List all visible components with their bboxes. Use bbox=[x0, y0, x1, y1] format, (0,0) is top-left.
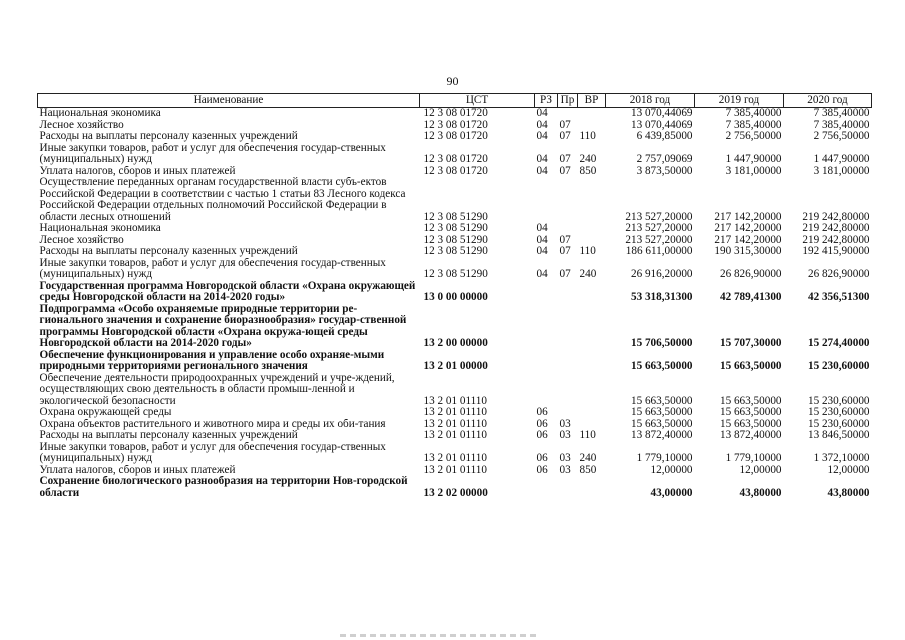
cell-y2019: 7 385,40000 bbox=[725, 107, 782, 119]
cell-y2018: 43,00000 bbox=[650, 486, 693, 499]
cell-cst: 12 3 08 51290 bbox=[423, 223, 488, 234]
cell-rz bbox=[535, 350, 558, 373]
column-header-2018: 2018 год bbox=[606, 94, 695, 108]
cell-y2020: 219 242,80000 bbox=[802, 223, 870, 234]
cell-y2018: 1 779,10000 bbox=[636, 452, 693, 464]
cell-name: Лесное хозяйство bbox=[39, 234, 124, 246]
cell-name: Государственная программа Новгородской области «Охрана окружающей среды Новгородской области на 2014-2020 годы» bbox=[39, 280, 416, 303]
cell-y2020: 42 356,51300 bbox=[807, 291, 870, 303]
cell-cst: 13 2 01 01110 bbox=[423, 394, 487, 407]
cell-cst: 12 3 08 01720 bbox=[423, 119, 488, 131]
cell-pr bbox=[558, 223, 578, 235]
cell-name: Национальная экономика bbox=[39, 223, 161, 234]
cell-rz: 04 bbox=[536, 223, 548, 234]
cell-y2018: 15 663,50000 bbox=[630, 394, 693, 407]
cell-vr: 240 bbox=[579, 268, 597, 280]
cell-y2018: 6 439,85000 bbox=[636, 131, 693, 142]
cell-rz: 04 bbox=[536, 153, 548, 165]
cell-cst: 12 3 08 01720 bbox=[423, 153, 488, 165]
cell-vr bbox=[578, 235, 606, 247]
cell-y2018: 2 757,09069 bbox=[636, 153, 693, 165]
table-row bbox=[38, 442, 872, 465]
cell-pr bbox=[558, 407, 578, 419]
table-row bbox=[38, 373, 872, 408]
cell-y2020: 26 826,90000 bbox=[807, 268, 870, 280]
column-header-rz: РЗ bbox=[535, 94, 558, 108]
table-header bbox=[38, 94, 872, 108]
cell-rz: 06 bbox=[536, 464, 548, 476]
table-row bbox=[38, 143, 872, 166]
cell-y2018: 213 527,20000 bbox=[625, 234, 693, 246]
table-row bbox=[38, 419, 872, 431]
column-header-name: Наименование bbox=[38, 94, 420, 108]
page-number: 90 bbox=[446, 74, 459, 88]
cell-name: Иные закупки товаров, работ и услуг для обеспечения государ-ственных (муниципальных) нужд bbox=[39, 142, 386, 165]
table-row bbox=[38, 407, 872, 419]
cell-vr bbox=[578, 419, 606, 431]
column-header-2020: 2020 год bbox=[784, 94, 872, 108]
cell-y2019: 15 663,50000 bbox=[719, 418, 782, 430]
cell-y2019: 12,00000 bbox=[739, 464, 782, 476]
cell-cst: 13 0 00 00000 bbox=[423, 291, 488, 303]
cell-pr: 03 bbox=[559, 464, 571, 476]
cell-y2018: 26 916,20000 bbox=[630, 268, 693, 280]
cell-name: Охрана объектов растительного и животного мира и среды их оби-тания bbox=[39, 418, 386, 430]
cell-cst: 12 3 08 51290 bbox=[423, 210, 488, 223]
cell-y2020: 15 230,60000 bbox=[807, 394, 870, 407]
table-row bbox=[38, 223, 872, 235]
budget-table bbox=[37, 93, 872, 499]
table-row bbox=[38, 177, 872, 223]
cell-rz: 06 bbox=[536, 452, 548, 464]
cell-name: Обеспечение функционирования и управление особо охраняе-мыми природными территориями регионального значения bbox=[39, 349, 385, 372]
cell-rz: 04 bbox=[536, 246, 548, 257]
cell-pr bbox=[558, 304, 578, 350]
cell-cst: 12 3 08 51290 bbox=[423, 246, 488, 257]
cell-y2019: 217 142,20000 bbox=[714, 234, 782, 246]
cell-vr: 850 bbox=[579, 165, 597, 177]
cell-vr bbox=[578, 373, 606, 408]
cell-rz: 06 bbox=[536, 418, 548, 430]
cell-rz: 04 bbox=[536, 119, 548, 131]
cell-y2020: 7 385,40000 bbox=[813, 107, 870, 119]
cell-y2018: 13 070,44069 bbox=[630, 107, 693, 119]
cell-y2019: 15 663,50000 bbox=[719, 407, 782, 418]
cell-y2018: 3 873,50000 bbox=[636, 165, 693, 177]
cell-y2019: 15 663,50000 bbox=[719, 394, 782, 407]
cell-pr bbox=[558, 281, 578, 304]
cell-cst: 13 2 02 00000 bbox=[423, 486, 488, 499]
cell-name: Иные закупки товаров, работ и услуг для обеспечения государ-ственных (муниципальных) нужд bbox=[39, 257, 386, 280]
cell-rz bbox=[535, 476, 558, 499]
cell-name: Осуществление переданных органам государственной власти субъ-ектов Российской Федерации в соответствии с частью 1 статьи 83 Лесного кодекса Российской Федерации отдельных полномочий Российской Федерации в области лесных отношений bbox=[39, 177, 406, 223]
cell-cst: 13 2 01 00000 bbox=[423, 360, 488, 372]
cell-vr: 110 bbox=[579, 430, 596, 441]
cell-vr bbox=[578, 350, 606, 373]
cell-rz: 04 bbox=[536, 107, 548, 119]
cell-y2019: 42 789,41300 bbox=[719, 291, 782, 303]
cell-vr: 110 bbox=[579, 131, 596, 142]
cell-y2019: 190 315,30000 bbox=[714, 246, 782, 257]
cell-y2020: 192 415,90000 bbox=[802, 246, 870, 257]
table-row bbox=[38, 465, 872, 477]
column-header-pr: Пр bbox=[558, 94, 578, 108]
table-row bbox=[38, 120, 872, 132]
cell-y2019: 1 447,90000 bbox=[725, 153, 782, 165]
table-row bbox=[38, 430, 872, 442]
table-row bbox=[38, 281, 872, 304]
table-row bbox=[38, 235, 872, 247]
cell-y2018: 15 663,50000 bbox=[630, 360, 693, 372]
cell-vr: 850 bbox=[579, 464, 597, 476]
cell-cst: 12 3 08 51290 bbox=[423, 234, 488, 246]
cell-y2020: 43,80000 bbox=[827, 486, 870, 499]
cell-y2020: 7 385,40000 bbox=[813, 119, 870, 131]
cell-rz: 06 bbox=[536, 407, 548, 418]
cell-name: Уплата налогов, сборов и иных платежей bbox=[39, 464, 236, 476]
cell-pr bbox=[558, 373, 578, 408]
cell-vr bbox=[578, 407, 606, 419]
cell-pr: 07 bbox=[559, 153, 571, 165]
cell-y2018: 15 663,50000 bbox=[630, 418, 693, 430]
cell-cst: 12 3 08 01720 bbox=[423, 165, 488, 177]
cell-pr bbox=[558, 177, 578, 223]
cell-y2019: 7 385,40000 bbox=[725, 119, 782, 131]
cell-rz bbox=[535, 304, 558, 350]
cell-y2018: 12,00000 bbox=[650, 464, 693, 476]
cell-pr: 07 bbox=[559, 119, 571, 131]
cell-y2019: 15 663,50000 bbox=[719, 360, 782, 372]
cell-cst: 12 3 08 01720 bbox=[423, 107, 488, 119]
cell-name: Обеспечение деятельности природоохранных учреждений и учре-ждений, осуществляющих свою деятельность в области промыш-ленной и экологической безопасности bbox=[39, 372, 395, 407]
cell-y2020: 219 242,80000 bbox=[802, 210, 870, 223]
cell-y2018: 53 318,31300 bbox=[630, 291, 693, 303]
cell-vr bbox=[578, 304, 606, 350]
cell-vr bbox=[578, 120, 606, 132]
cell-y2020: 13 846,50000 bbox=[807, 430, 870, 441]
cell-rz: 04 bbox=[536, 165, 548, 177]
cell-y2020: 12,00000 bbox=[827, 464, 870, 476]
cell-y2020: 3 181,00000 bbox=[813, 165, 870, 177]
cell-rz: 06 bbox=[536, 430, 548, 441]
cell-y2019: 1 779,10000 bbox=[725, 452, 782, 464]
cell-y2020: 219 242,80000 bbox=[802, 234, 870, 246]
cell-vr: 110 bbox=[579, 246, 596, 257]
cell-y2018: 13 070,44069 bbox=[630, 119, 693, 131]
column-header-vr: ВР bbox=[578, 94, 606, 108]
table-row bbox=[38, 166, 872, 178]
cell-name: Уплата налогов, сборов и иных платежей bbox=[39, 165, 236, 177]
cell-y2020: 15 230,60000 bbox=[807, 407, 870, 418]
cell-pr: 07 bbox=[559, 131, 571, 142]
table-row bbox=[38, 350, 872, 373]
column-header-cst: ЦСТ bbox=[420, 94, 535, 108]
cell-y2019: 26 826,90000 bbox=[719, 268, 782, 280]
cell-y2020: 15 230,60000 bbox=[807, 418, 870, 430]
cell-y2018: 213 527,20000 bbox=[625, 223, 693, 234]
cell-cst: 12 3 08 01720 bbox=[423, 131, 488, 142]
cell-cst: 13 2 01 01110 bbox=[423, 464, 487, 476]
cell-y2018: 15 706,50000 bbox=[630, 337, 693, 349]
cell-pr: 07 bbox=[559, 246, 571, 257]
cell-y2018: 213 527,20000 bbox=[625, 210, 693, 223]
table-row bbox=[38, 131, 872, 143]
cell-name: Охрана окружающей среды bbox=[39, 407, 172, 418]
cell-rz: 04 bbox=[536, 234, 548, 246]
cell-y2020: 1 372,10000 bbox=[813, 452, 870, 464]
cell-pr: 07 bbox=[559, 268, 571, 280]
cell-vr bbox=[578, 223, 606, 235]
cell-pr: 07 bbox=[559, 234, 571, 246]
cell-rz: 04 bbox=[536, 268, 548, 280]
scan-artifact bbox=[340, 634, 540, 637]
cell-name: Подпрограмма «Особо охраняемые природные территории ре-гионального значения и сохранение биоразнообразия» государ-ственной программы Новгородской области «Охрана окружа-ющей среды Новгородской области на 2014-2020 годы» bbox=[39, 303, 407, 349]
cell-y2018: 13 872,40000 bbox=[630, 430, 693, 441]
cell-name: Национальная экономика bbox=[39, 107, 161, 119]
cell-vr: 240 bbox=[579, 153, 597, 165]
cell-y2019: 15 707,30000 bbox=[719, 337, 782, 349]
cell-cst: 13 2 01 01110 bbox=[423, 452, 487, 464]
cell-name: Иные закупки товаров, работ и услуг для обеспечения государ-ственных (муниципальных) нужд bbox=[39, 441, 386, 464]
cell-vr bbox=[578, 281, 606, 304]
cell-name: Расходы на выплаты персоналу казенных учреждений bbox=[39, 246, 298, 257]
table-body bbox=[38, 108, 872, 500]
cell-pr: 03 bbox=[559, 452, 571, 464]
table-row bbox=[38, 304, 872, 350]
cell-vr bbox=[578, 476, 606, 499]
cell-name: Лесное хозяйство bbox=[39, 119, 124, 131]
table-row bbox=[38, 108, 872, 120]
cell-rz bbox=[535, 177, 558, 223]
cell-pr bbox=[558, 350, 578, 373]
cell-cst: 13 2 01 01110 bbox=[423, 418, 487, 430]
cell-y2018: 186 611,00000 bbox=[625, 246, 693, 257]
cell-cst: 13 2 01 01110 bbox=[423, 430, 487, 441]
cell-y2019: 2 756,50000 bbox=[725, 131, 782, 142]
cell-pr bbox=[558, 108, 578, 120]
cell-name: Сохранение биологического разнообразия на территории Нов-городской области bbox=[39, 476, 408, 499]
cell-y2019: 3 181,00000 bbox=[725, 165, 782, 177]
cell-name: Расходы на выплаты персоналу казенных учреждений bbox=[39, 131, 298, 142]
cell-cst: 13 2 00 00000 bbox=[423, 337, 488, 349]
cell-name: Расходы на выплаты персоналу казенных учреждений bbox=[39, 430, 298, 441]
cell-vr bbox=[578, 177, 606, 223]
cell-pr: 03 bbox=[559, 430, 571, 441]
table-row bbox=[38, 258, 872, 281]
cell-pr: 07 bbox=[559, 165, 571, 177]
table-row bbox=[38, 246, 872, 258]
cell-y2018: 15 663,50000 bbox=[630, 407, 693, 418]
cell-vr bbox=[578, 108, 606, 120]
cell-y2019: 43,80000 bbox=[739, 486, 782, 499]
cell-rz: 04 bbox=[536, 131, 548, 142]
column-header-2019: 2019 год bbox=[695, 94, 784, 108]
cell-pr bbox=[558, 476, 578, 499]
cell-rz bbox=[535, 373, 558, 408]
cell-vr: 240 bbox=[579, 452, 597, 464]
cell-y2019: 13 872,40000 bbox=[719, 430, 782, 441]
cell-y2020: 15 230,60000 bbox=[807, 360, 870, 372]
cell-y2020: 1 447,90000 bbox=[813, 153, 870, 165]
cell-y2020: 15 274,40000 bbox=[807, 337, 870, 349]
cell-cst: 12 3 08 51290 bbox=[423, 268, 488, 280]
cell-y2019: 217 142,20000 bbox=[714, 223, 782, 234]
cell-y2019: 217 142,20000 bbox=[714, 210, 782, 223]
table-row bbox=[38, 476, 872, 499]
cell-y2020: 2 756,50000 bbox=[813, 131, 870, 142]
cell-pr: 03 bbox=[559, 418, 571, 430]
cell-rz bbox=[535, 281, 558, 304]
cell-cst: 13 2 01 01110 bbox=[423, 407, 487, 418]
